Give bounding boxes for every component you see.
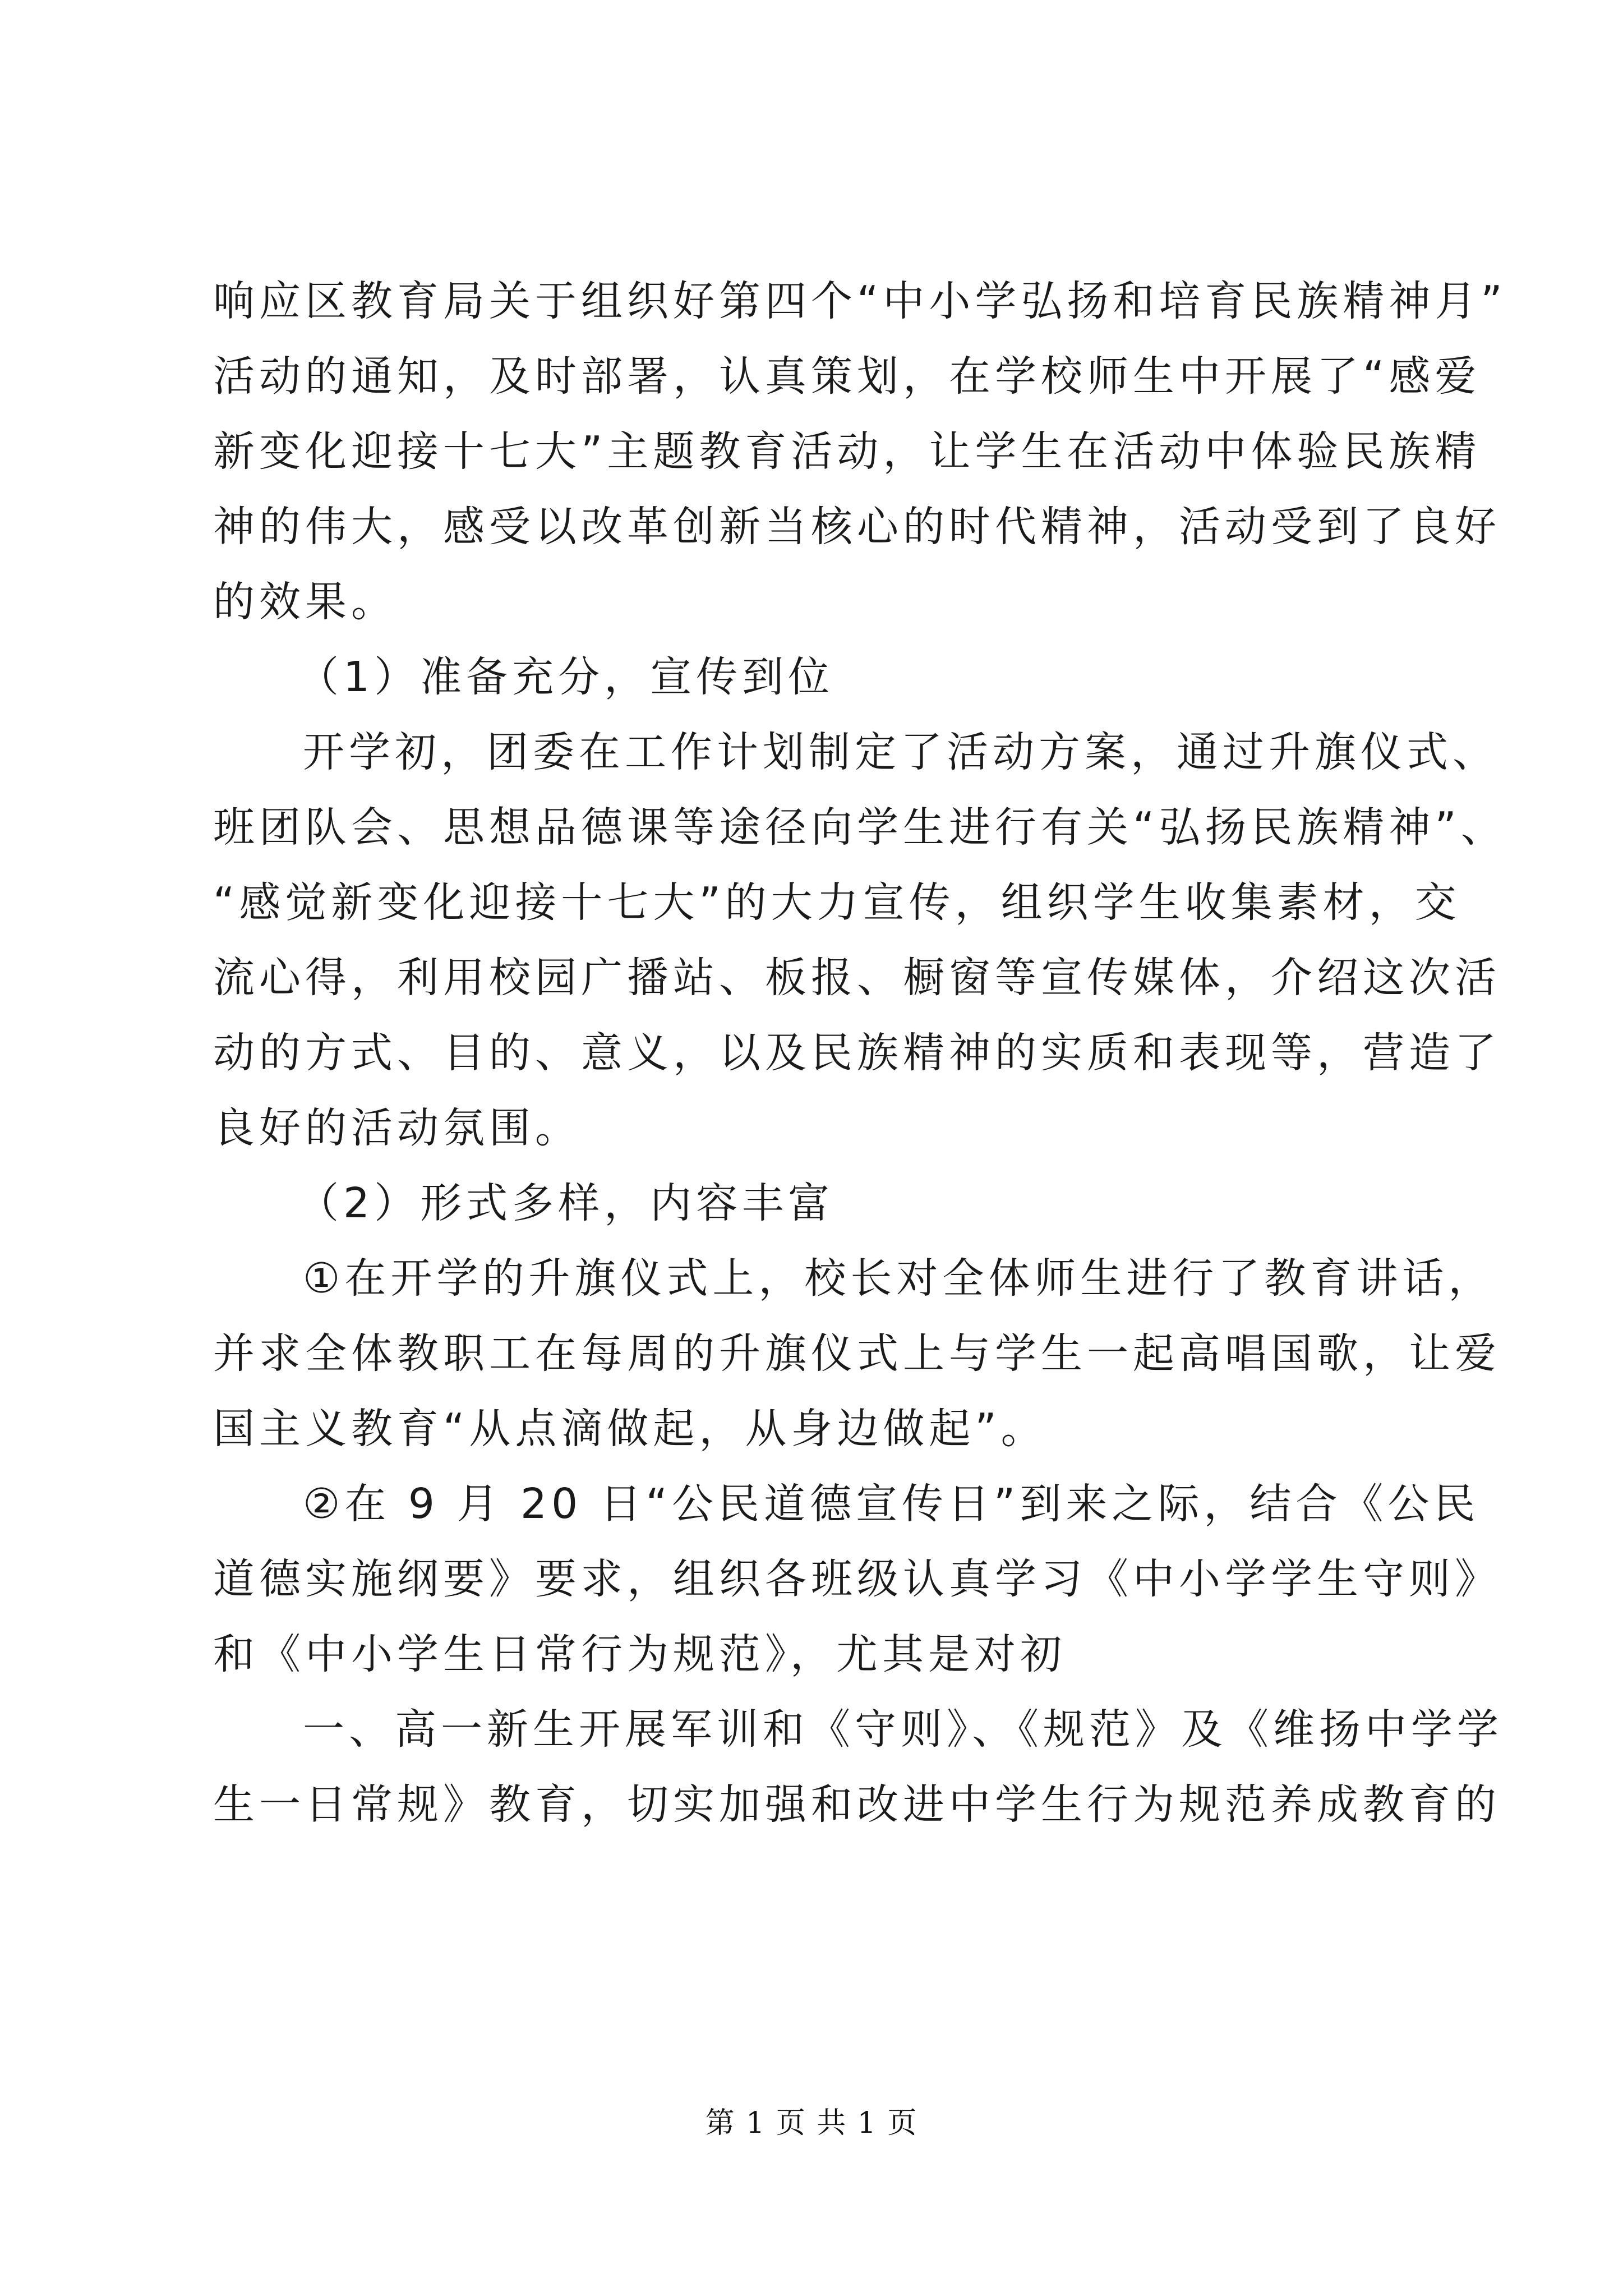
text-line: ②在 9 月 20 日“公民道德宣传日”到来之际，结合《公民 bbox=[303, 1480, 1480, 1528]
text-line: ①在开学的升旗仪式上，校长对全体师生进行了教育讲话， bbox=[303, 1254, 1495, 1303]
text-line: 良好的活动氛围。 bbox=[213, 1104, 581, 1152]
text-line: 班团队会、思想品德课等途径向学生进行有关“弘扬民族精神”、 bbox=[213, 803, 1507, 852]
page-footer bbox=[0, 2099, 1623, 2141]
text-line: 并求全体教职工在每周的升旗仪式上与学生一起高唱国歌，让爱 bbox=[213, 1329, 1501, 1378]
text-line: “感觉新变化迎接十七大”的大力宣传，组织学生收集素材，交 bbox=[213, 878, 1461, 927]
document-body bbox=[213, 264, 1507, 1842]
text-line: 的效果。 bbox=[213, 578, 397, 626]
text-line: 和《中小学生日常行为规范》，尤其是对初 bbox=[213, 1630, 1066, 1678]
text-line: 响应区教育局关于组织好第四个“中小学弘扬和培育民族精神月” bbox=[213, 277, 1507, 325]
text-line: 新变化迎接十七大”主题教育活动，让学生在活动中体验民族精 bbox=[213, 427, 1481, 476]
text-line: 动的方式、目的、意义，以及民族精神的实质和表现等，营造了 bbox=[213, 1029, 1501, 1077]
page-number-label: 第 1 页 共 1 页 bbox=[705, 2106, 918, 2140]
text-line: 生一日常规》教育，切实加强和改进中学生行为规范养成教育的 bbox=[213, 1780, 1501, 1829]
text-line: 一、高一新生开展军训和《守则》、《规范》及《维扬中学学 bbox=[303, 1705, 1503, 1754]
text-line: 国主义教育“从点滴做起，从身边做起”。 bbox=[213, 1405, 1047, 1453]
section-heading: （1）准备充分，宣传到位 bbox=[297, 653, 834, 701]
text-line: 开学初，团委在工作计划制定了活动方案，通过升旗仪式、 bbox=[303, 728, 1498, 776]
text-line: 神的伟大，感受以改革创新当核心的时代精神，活动受到了良好 bbox=[213, 503, 1501, 551]
section-heading: （2）形式多样，内容丰富 bbox=[297, 1179, 834, 1227]
text-line: 活动的通知，及时部署，认真策划，在学校师生中开展了“感爱 bbox=[213, 352, 1481, 401]
text-line: 流心得，利用校园广播站、板报、橱窗等宣传媒体，介绍这次活 bbox=[213, 954, 1501, 1002]
text-line: 道德实施纲要》要求，组织各班级认真学习《中小学学生守则》 bbox=[213, 1555, 1501, 1603]
